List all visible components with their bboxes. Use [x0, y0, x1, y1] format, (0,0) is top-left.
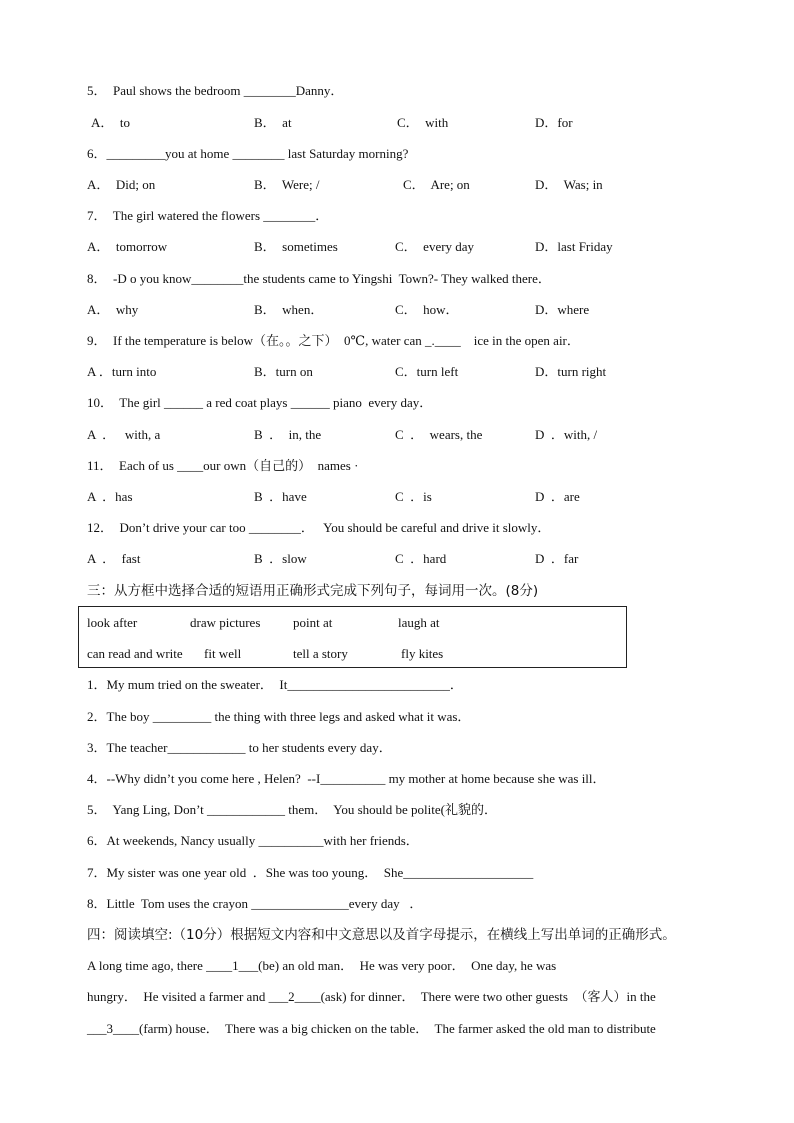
question-10-stem: 10． The girl ______ a red coat plays ______ piano every day． [87, 395, 433, 410]
question-10-option-b: B ． in, the [254, 427, 322, 442]
question-12-option-c: C ．hard [395, 551, 447, 566]
section-3-title: 三：从方框中选择合适的短语用正确形式完成下列句子，每词用一次。(8分) [87, 583, 539, 599]
question-10-option-a: A ． with, a [87, 427, 161, 442]
section-3-sentence-2: 2．The boy _________ the thing with three legs and asked what it was． [87, 709, 471, 724]
question-7-stem: 7． The girl watered the flowers ________． [87, 208, 329, 223]
question-12-stem: 12． Don’t drive your car too ________． You should be careful and drive it slowly． [87, 520, 551, 535]
question-8-option-a: A． why [87, 302, 139, 317]
question-11-option-c: C ．is [395, 489, 432, 504]
question-12-option-a: A ． fast [87, 551, 141, 566]
question-11-option-d: D ．are [535, 489, 580, 504]
question-9-option-b: B．turn on [254, 364, 313, 379]
passage-line-2: hungry． He visited a farmer and ___2____(ask) for dinner． There were two other guests （客人）in the [87, 989, 656, 1004]
question-12-option-b: B ．slow [254, 551, 307, 566]
passage-line-1: A long time ago, there ____1___(be) an old man． He was very poor． One day, he was [87, 958, 557, 973]
question-7-option-b: B． sometimes [254, 239, 338, 254]
phrase-can-read-and-write: can read and write [87, 646, 183, 661]
question-5-option-b: B． at [254, 115, 292, 130]
question-9-option-d: D．turn right [535, 364, 607, 379]
question-9-stem: 9． If the temperature is below（在。。之下） 0℃, water can _.____ ice in the open air． [87, 333, 580, 348]
section-3-sentence-1: 1．My mum tried on the sweater． It_________________________． [87, 677, 463, 692]
question-5-option-c: C． with [397, 115, 449, 130]
question-8-stem: 8． -D o you know________the students came to Yingshi Town?- They walked there． [87, 271, 551, 286]
phrase-draw-pictures: draw pictures [190, 615, 261, 630]
question-6-option-b: B． Were; / [254, 177, 320, 192]
question-7-option-a: A． tomorrow [87, 239, 168, 254]
question-5-option-d: D．for [535, 115, 573, 130]
question-6-option-c: C． Are; on [403, 177, 470, 192]
question-5-stem: 5． Paul shows the bedroom ________Danny． [87, 83, 344, 98]
section-3-sentence-5: 5． Yang Ling, Don’t ____________ them． You should be polite(礼貌的． [87, 802, 497, 817]
question-8-option-d: D．where [535, 302, 590, 317]
phrase-point-at: point at [293, 615, 333, 630]
phrase-look-after: look after [87, 615, 138, 630]
question-10-option-d: D ．with, / [535, 427, 598, 442]
question-9-option-c: C．turn left [395, 364, 459, 379]
phrase-box [78, 606, 627, 668]
question-7-option-d: D．last Friday [535, 239, 613, 254]
phrase-tell-a-story: tell a story [293, 646, 348, 661]
passage-line-3: ___3____(farm) house． There was a big chicken on the table． The farmer asked the old man to distribute [87, 1021, 656, 1036]
question-11-option-a: A ．has [87, 489, 133, 504]
question-6-option-a: A． Did; on [87, 177, 156, 192]
question-8-option-b: B． when． [254, 302, 324, 317]
question-6-stem: 6．_________you at home ________ last Saturday morning? [87, 146, 409, 161]
section-3-sentence-3: 3．The teacher____________ to her students every day． [87, 740, 392, 755]
question-12-option-d: D ．far [535, 551, 579, 566]
section-3-sentence-7: 7．My sister was one year old ．She was too young． She____________________ [87, 865, 534, 880]
question-11-option-b: B ．have [254, 489, 307, 504]
question-9-option-a: A ．turn into [87, 364, 157, 379]
section-3-sentence-8: 8．Little Tom uses the crayon _______________every day ． [87, 896, 423, 911]
phrase-fit-well: fit well [204, 646, 242, 661]
question-7-option-c: C． every day [395, 239, 475, 254]
question-10-option-c: C ． wears, the [395, 427, 483, 442]
phrase-laugh-at: laugh at [398, 615, 440, 630]
question-11-stem: 11． Each of us ____our own（自己的） names · [87, 458, 359, 473]
section-4-title: 四：阅读填空:（10分）根据短文内容和中文意思以及首字母提示，在横线上写出单词的正确形式。 [87, 927, 676, 943]
question-6-option-d: D． Was; in [535, 177, 603, 192]
question-8-option-c: C． how． [395, 302, 459, 317]
phrase-fly-kites: fly kites [401, 646, 444, 661]
section-3-sentence-6: 6．At weekends, Nancy usually __________with her friends． [87, 833, 419, 848]
question-5-option-a: A． to [91, 115, 131, 130]
section-3-sentence-4: 4．--Why didn’t you come here , Helen? --I__________ my mother at home because she was ill． [87, 771, 606, 786]
